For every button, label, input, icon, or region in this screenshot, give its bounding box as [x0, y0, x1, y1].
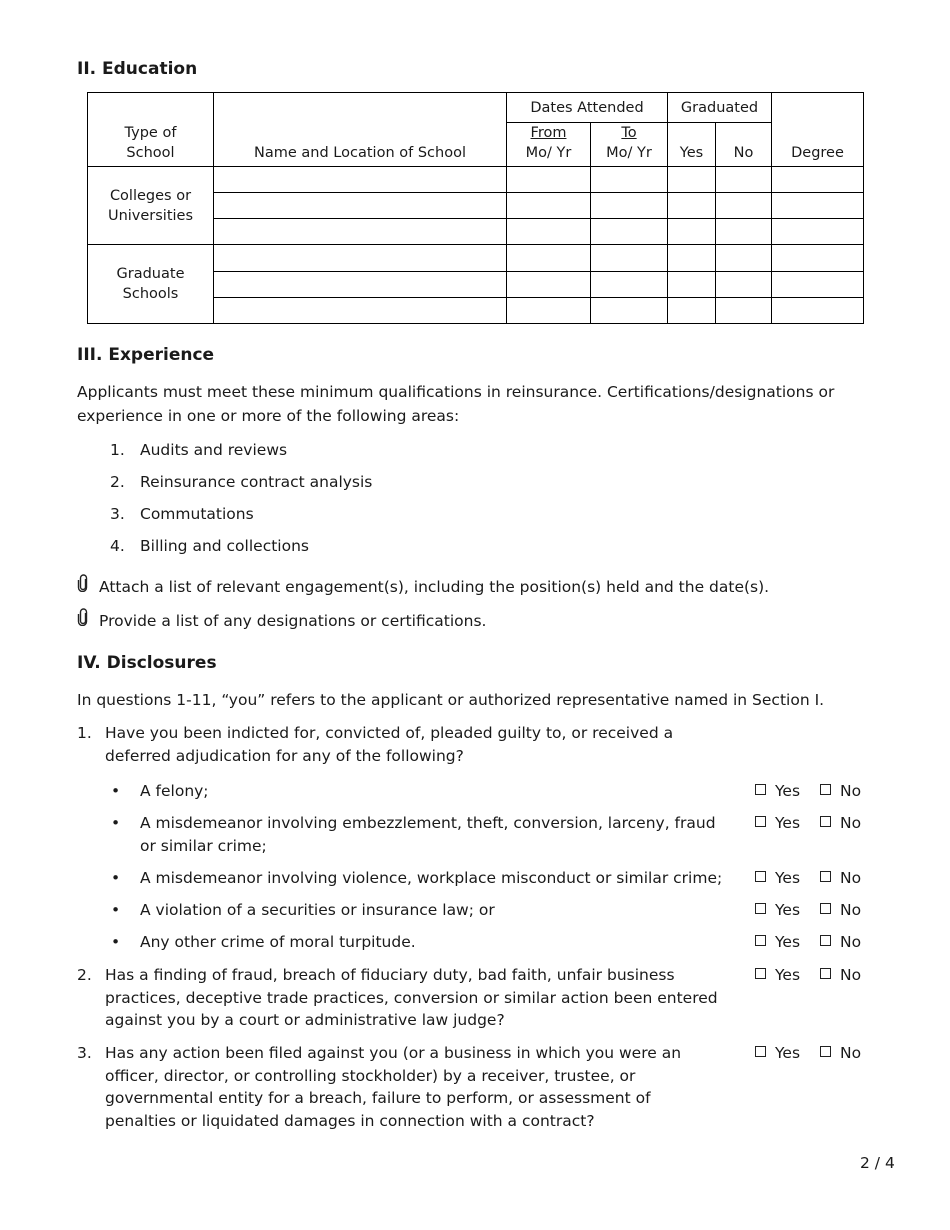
to-cell[interactable]	[591, 245, 668, 272]
to-cell[interactable]	[591, 193, 668, 219]
from-cell[interactable]	[507, 298, 591, 324]
attachment-instruction: Attach a list of relevant engagement(s), including the position(s) held and the date(s).	[77, 574, 769, 599]
list-item: 4. Billing and collections	[110, 537, 309, 555]
graduated-no-cell[interactable]	[716, 167, 772, 193]
yes-no-choice	[755, 812, 861, 835]
header-type-of-school: Type of School	[88, 93, 214, 167]
school-name-cell[interactable]	[214, 219, 507, 245]
graduated-yes-cell[interactable]	[668, 245, 716, 272]
graduated-no-cell[interactable]	[716, 298, 772, 324]
to-cell[interactable]	[591, 219, 668, 245]
page-number: 2 / 4	[860, 1154, 895, 1172]
education-heading: II. Education	[77, 59, 198, 79]
header-yes: Yes	[668, 123, 716, 167]
graduated-yes-cell[interactable]	[668, 167, 716, 193]
to-cell[interactable]	[591, 272, 668, 298]
from-cell[interactable]	[507, 219, 591, 245]
yes-no-choice	[755, 780, 861, 803]
from-cell[interactable]	[507, 167, 591, 193]
disclosures-intro: In questions 1-11, “you” refers to the applicant or authorized representative named in Section I.	[77, 691, 825, 709]
degree-cell[interactable]	[772, 193, 864, 219]
no-checkbox[interactable]: No	[820, 964, 861, 987]
attachment-instruction: Provide a list of any designations or certifications.	[77, 608, 486, 633]
header-from: From Mo/ Yr	[507, 123, 591, 167]
header-no: No	[716, 123, 772, 167]
graduated-no-cell[interactable]	[716, 193, 772, 219]
yes-no-choice	[755, 867, 861, 890]
group-graduate-label: Graduate Schools	[88, 245, 214, 324]
school-name-cell[interactable]	[214, 193, 507, 219]
experience-heading: III. Experience	[77, 345, 215, 365]
document-page: II. Education Type of School Name and Location of School Dates Attended Graduated Degree From Mo/ Yr To Mo/ Yr Yes No Colleges or Universities Graduate Schools III. Experience Applicants must meet these minimum qualifications in reinsurance. Certifications/designations or experience in one or more of the following areas: 1. Audits and reviews 2. Reinsurance contract analysis 3. Commutations 4. Billing and collections Attach a list of relevant engagement(s), including the position(s) held and the date(s). Provide a list of any designations or certifications. IV. Disclosures In questions 1-11, “you” refers to the applicant or authorized representative named in Section I. 1. Have you been indicted for, convicted of, pleaded guilty to, or received a deferred adjudication for any of the following? • A felony; Yes No • A misdemeanor involving embezzlement, theft, conversion, larceny, fraud or similar crime; Yes No • A misdemeanor involving violence, workplace misconduct or similar crime; Yes No • A violation of a securities or insurance law; or Yes No • Any other crime of moral turpitude. Yes No 2. Has a finding of fraud, breach of fiduciary duty, bad faith, unfair business practices, deceptive trade practices, conversion or similar action been entered against you by a court or administrative law judge? Yes No 3. Has any action been filed against you (or a business in which you were an officer, director, or controlling stockholder) by a receiver, trustee, or governmental entity for a breach, failure to perform, or assessment of penalties or liquidated damages in connection with a contract? Yes No 2 / 4	[0, 0, 950, 1230]
to-cell[interactable]	[591, 167, 668, 193]
yes-no-choice	[755, 931, 861, 954]
no-checkbox[interactable]: No	[820, 1042, 861, 1065]
header-degree: Degree	[772, 93, 864, 167]
yes-checkbox[interactable]: Yes	[755, 867, 800, 890]
degree-cell[interactable]	[772, 167, 864, 193]
yes-checkbox[interactable]: Yes	[755, 780, 800, 803]
school-name-cell[interactable]	[214, 272, 507, 298]
degree-cell[interactable]	[772, 298, 864, 324]
degree-cell[interactable]	[772, 219, 864, 245]
list-item: 2. Reinsurance contract analysis	[110, 473, 373, 491]
school-name-cell[interactable]	[214, 298, 507, 324]
from-cell[interactable]	[507, 272, 591, 298]
yes-no-choice	[755, 899, 861, 922]
yes-checkbox[interactable]: Yes	[755, 1042, 800, 1065]
graduated-yes-cell[interactable]	[668, 272, 716, 298]
graduated-no-cell[interactable]	[716, 245, 772, 272]
experience-intro: Applicants must meet these minimum qualifications in reinsurance. Certifications/designations or experience in one or more of the following areas:	[77, 383, 835, 425]
paperclip-icon	[77, 574, 99, 599]
header-graduated: Graduated	[668, 93, 772, 123]
school-name-cell[interactable]	[214, 245, 507, 272]
no-checkbox[interactable]: No	[820, 899, 861, 922]
graduated-yes-cell[interactable]	[668, 219, 716, 245]
from-cell[interactable]	[507, 245, 591, 272]
no-checkbox[interactable]: No	[820, 780, 861, 803]
degree-cell[interactable]	[772, 272, 864, 298]
disclosures-heading: IV. Disclosures	[77, 653, 217, 673]
list-item: 1. Audits and reviews	[110, 441, 288, 459]
school-name-cell[interactable]	[214, 167, 507, 193]
group-colleges-label: Colleges or Universities	[88, 167, 214, 245]
from-cell[interactable]	[507, 193, 591, 219]
yes-no-choice	[755, 1042, 861, 1065]
yes-checkbox[interactable]: Yes	[755, 964, 800, 987]
header-to: To Mo/ Yr	[591, 123, 668, 167]
yes-no-choice	[755, 964, 861, 987]
yes-checkbox[interactable]: Yes	[755, 812, 800, 835]
to-cell[interactable]	[591, 298, 668, 324]
paperclip-icon	[77, 608, 99, 633]
graduated-no-cell[interactable]	[716, 219, 772, 245]
no-checkbox[interactable]: No	[820, 812, 861, 835]
no-checkbox[interactable]: No	[820, 867, 861, 890]
yes-checkbox[interactable]: Yes	[755, 931, 800, 954]
graduated-no-cell[interactable]	[716, 272, 772, 298]
header-school-name: Name and Location of School	[214, 93, 507, 167]
header-dates-attended: Dates Attended	[507, 93, 668, 123]
no-checkbox[interactable]: No	[820, 931, 861, 954]
degree-cell[interactable]	[772, 245, 864, 272]
graduated-yes-cell[interactable]	[668, 193, 716, 219]
education-table	[87, 92, 864, 324]
yes-checkbox[interactable]: Yes	[755, 899, 800, 922]
graduated-yes-cell[interactable]	[668, 298, 716, 324]
list-item: 3. Commutations	[110, 505, 254, 523]
